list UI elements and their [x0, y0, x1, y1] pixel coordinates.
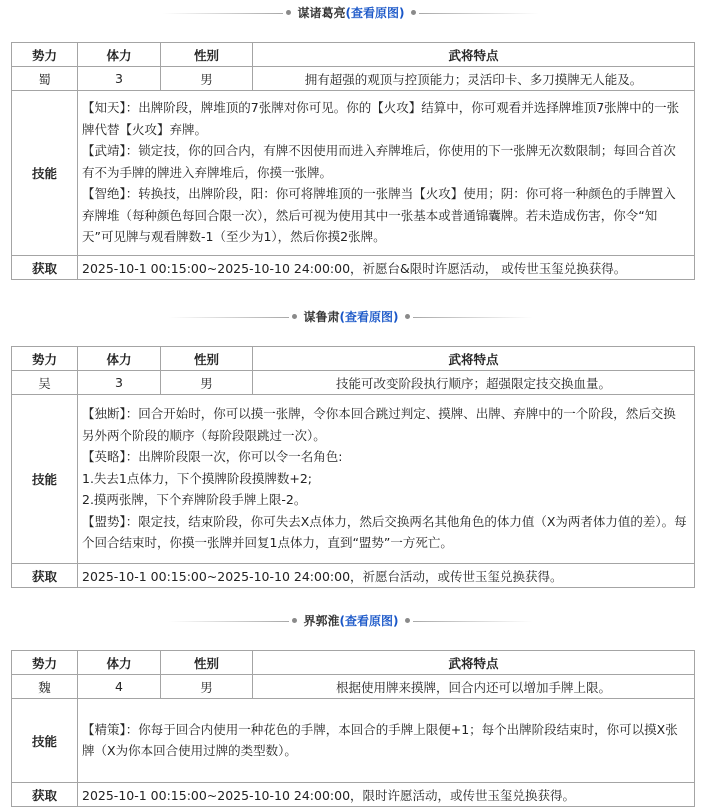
faction-value: 吴 — [12, 371, 78, 395]
obtain-label: 获取 — [12, 783, 78, 807]
divider-ornament — [169, 616, 299, 626]
general-name: 谋鲁肃 — [303, 309, 340, 324]
traits-value: 技能可改变阶段执行顺序；超强限定技交换血量。 — [253, 371, 695, 395]
divider-ornament — [403, 312, 533, 322]
header-faction: 势力 — [12, 347, 78, 371]
divider-ornament — [403, 616, 533, 626]
obtain-label: 获取 — [12, 256, 78, 280]
faction-value: 魏 — [12, 675, 78, 699]
skill-text: 【精策】：你每于回合内使用一种花色的手牌，本回合的手牌上限便+1；每个出牌阶段结束时，你可以摸X张牌（X为你本回合使用过牌的类型数）。 — [82, 721, 678, 758]
gender-value: 男 — [161, 371, 253, 395]
header-faction: 势力 — [12, 651, 78, 675]
header-traits: 武将特点 — [253, 347, 695, 371]
view-original-link[interactable]: (查看原图) — [339, 309, 399, 324]
divider-ornament — [169, 312, 299, 322]
skill-text: 【独断】：回合开始时，你可以摸一张牌，令你本回合跳过判定、摸牌、出牌、弃牌中的一个阶段，然后交换另外两个阶段的顺序（每阶段限跳过一次）。 — [82, 406, 676, 443]
hp-value: 3 — [78, 371, 161, 395]
general-name: 谋诸葛亮 — [297, 5, 346, 20]
skills-cell — [78, 91, 695, 256]
skills-label: 技能 — [12, 91, 78, 256]
gender-value: 男 — [161, 675, 253, 699]
skill-text: 【武靖】：锁定技，你的回合内，有牌不因使用而进入弃牌堆后，你使用的下一张牌无次数限制；每回合首次有不为手牌的牌进入弃牌堆后，你摸一张牌。 — [82, 143, 676, 180]
obtain-text: 2025-10-1 00:15:00~2025-10-10 24:00:00，限时许愿活动，或传世玉玺兑换获得。 — [78, 783, 695, 807]
header-faction: 势力 — [12, 43, 78, 67]
section-title-3 — [0, 612, 702, 629]
header-gender: 性别 — [161, 43, 253, 67]
skill-text: 【盟势】：限定技，结束阶段，你可失去X点体力，然后交换两名其他角色的体力值（X为两者体力值的差）。每个回合结束时，你摸一张牌并回复1点体力，直到“盟势”一方死亡。 — [82, 513, 687, 551]
faction-value: 蜀 — [12, 67, 78, 91]
obtain-text: 2025-10-1 00:15:00~2025-10-10 24:00:00，祈愿台&限时许愿活动， 或传世玉玺兑换获得。 — [78, 256, 695, 280]
skills-label: 技能 — [12, 699, 78, 783]
skill-text: 【知天】：出牌阶段，牌堆顶的7张牌对你可见。你的【火攻】结算中，你可观看并选择牌堆顶7张牌中的一张牌代替【火攻】弃牌。 — [82, 100, 680, 137]
general-table-2 — [11, 346, 695, 588]
header-gender: 性别 — [161, 347, 253, 371]
header-hp: 体力 — [78, 651, 161, 675]
divider-ornament — [163, 8, 293, 18]
skill-text: 【智绝】：转换技，出牌阶段，阳：你可将牌堆顶的一张牌当【火攻】使用；阴：你可将一种颜色的手牌置入弃牌堆（每种颜色每回合限一次），然后可视为使用其中一张基本或普通锦囊牌。若未造成伤害，你令“知天”可见牌与观看牌数-1（至少为1），然后你摸2张牌。 — [82, 186, 676, 245]
divider-ornament — [409, 8, 539, 18]
obtain-label: 获取 — [12, 564, 78, 588]
skill-text: 【英略】：出牌阶段限一次，你可以令一名角色: — [82, 449, 343, 465]
skills-cell — [78, 395, 695, 564]
skills-label: 技能 — [12, 395, 78, 564]
general-table-1 — [11, 42, 695, 280]
general-table-3 — [11, 650, 695, 807]
header-hp: 体力 — [78, 347, 161, 371]
view-original-link[interactable]: (查看原图) — [345, 5, 405, 20]
traits-value: 拥有超强的观顶与控顶能力；灵活印卡、多刀摸牌无人能及。 — [253, 67, 695, 91]
obtain-text: 2025-10-1 00:15:00~2025-10-10 24:00:00，祈愿台活动，或传世玉玺兑换获得。 — [78, 564, 695, 588]
header-hp: 体力 — [78, 43, 161, 67]
header-traits: 武将特点 — [253, 43, 695, 67]
traits-value: 根据使用牌来摸牌，回合内还可以增加手牌上限。 — [253, 675, 695, 699]
gender-value: 男 — [161, 67, 253, 91]
view-original-link[interactable]: (查看原图) — [339, 613, 399, 628]
skill-text: 1.失去1点体力，下个摸牌阶段摸牌数+2; — [82, 470, 313, 486]
hp-value: 3 — [78, 67, 161, 91]
general-name: 界郭淮 — [303, 613, 340, 628]
header-traits: 武将特点 — [253, 651, 695, 675]
skill-text: 2.摸两张牌，下个弃牌阶段手牌上限-2。 — [82, 492, 307, 508]
skills-cell — [78, 699, 695, 783]
section-title-1 — [0, 4, 702, 21]
hp-value: 4 — [78, 675, 161, 699]
header-gender: 性别 — [161, 651, 253, 675]
section-title-2 — [0, 308, 702, 325]
